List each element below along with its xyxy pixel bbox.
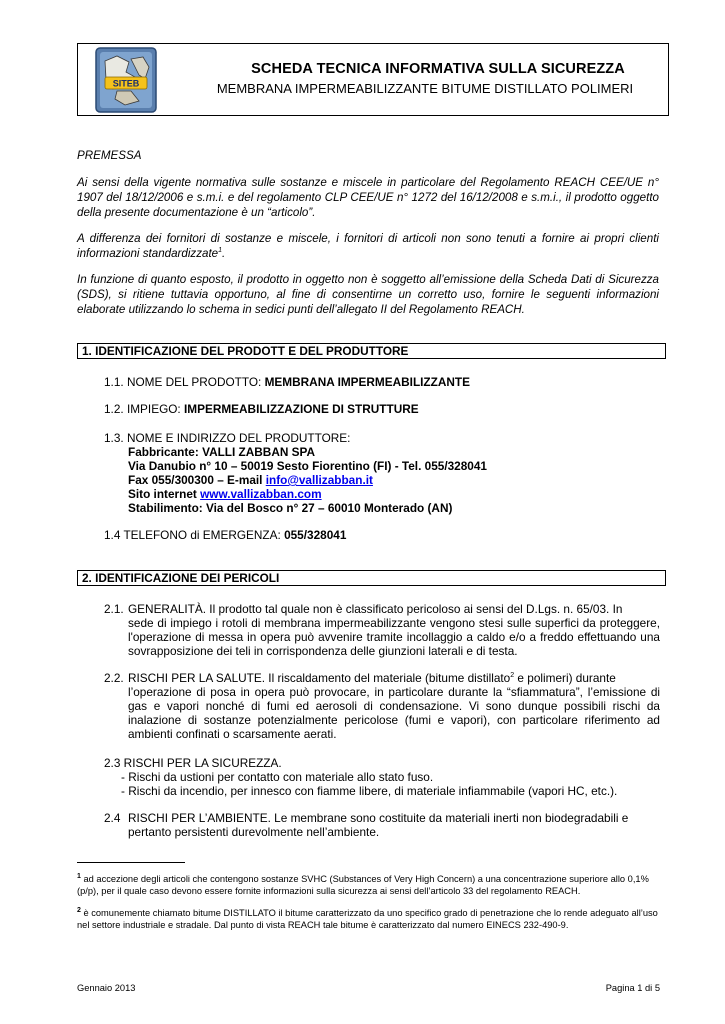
- footnote-ref-2: 2: [510, 672, 515, 680]
- product-name-line: 1.1. NOME DEL PRODOTTO: MEMBRANA IMPERMEABILIZZANTE: [104, 375, 470, 389]
- s23-item-1: - Rischi da ustioni per contatto con materiale allo stato fuso.: [121, 770, 434, 784]
- svg-text:SITEB: SITEB: [112, 78, 140, 89]
- document-subtitle: MEMBRANA IMPERMEABILIZZANTE BITUME DISTILLATO POLIMERI: [216, 81, 634, 96]
- s23-item-2: - Rischi da incendio, per innesco con fiamme libere, di materiale infiammabile (vapori HC, etc.).: [121, 784, 618, 798]
- document-header: [77, 43, 669, 116]
- premessa-paragraph-1: Ai sensi della vigente normativa sulle sostanze e miscele in particolare del Regolamento REACH CEE/UE n° 1907 del 18/12/2006 e s.m.i. e del regolamento CLP CEE/UE n° 1272 del 16/12/2008 e s.m.i., il prodotto oggetto della presente documentazione è un “articolo”.: [77, 176, 659, 219]
- footnote-1: $^1$ ad accezione degli articoli che contengono sostanze SVHC (Substances of Very High Concern) a una concentrazione superiore allo 0,1% (p/p), per il quale caso devono essere fornite informazioni sulla sicurezza ai sensi dell’articolo 33 del regolamento REACH.: [77, 872, 649, 896]
- s24-first-line: RISCHI PER L’AMBIENTE. Le membrane sono costituite da materiali inerti non biodegradabili e: [128, 811, 629, 825]
- product-name: MEMBRANA IMPERMEABILIZZANTE: [264, 375, 470, 389]
- emergency-phone-line: 1.4 TELEFONO di EMERGENZA: 055/328041: [104, 528, 347, 542]
- s24-text: pertanto persistenti durevolmente nell’ambiente.: [128, 825, 380, 839]
- footnote-separator: [77, 862, 185, 863]
- s23-title: 2.3 RISCHI PER LA SICUREZZA.: [104, 756, 282, 770]
- producer-address: Via Danubio n° 10 – 50019 Sesto Fiorentino (FI) - Tel. 055/328041: [128, 459, 487, 473]
- s22-text: l’operazione di posa in opera può provocare, in particolare durante la “sfiammatura”, l’emissione di gas e vapori nonché di fumi ed aerosoli di condensazione. Vi sono dunque possibili rischi da inalazione di sostanze potenzialmente pericolose (fumi e vapori), con particolare riferimento ad ambienti confinati o scarsamente aerati.: [128, 685, 660, 741]
- producer-fax-email: Fax 055/300300 – E-mail info@vallizabban.it: [128, 473, 373, 487]
- usage-line: 1.2. IMPIEGO: IMPERMEABILIZZAZIONE DI STRUTTURE: [104, 402, 419, 416]
- s22-first-line: RISCHI PER LA SALUTE. Il riscaldamento del materiale (bitume distillato$^2$ e polimeri) durante: [128, 671, 616, 685]
- section-1-title: 1. IDENTIFICAZIONE DEL PRODOTT E DEL PRODUTTORE: [77, 343, 666, 359]
- premessa-paragraph-3: In funzione di quanto esposto, il prodotto in oggetto non è soggetto all’emissione della Scheda Dati di Sicurezza (SDS), si ritiene tuttavia opportuno, al fine di consentirne un corretto uso, fornire le seguenti informazioni elaborate utilizzando lo schema in sedici punti dell’allegato II del Regolamento REACH.: [77, 273, 659, 316]
- s21-first-line: GENERALITÀ. Il prodotto tal quale non è classificato pericoloso ai sensi del D.Lgs. n. 65/03. In: [128, 602, 623, 616]
- s21-number: 2.1.: [104, 602, 124, 616]
- footnote-ref-1: 1: [218, 247, 223, 255]
- premessa-paragraph-2: A differenza dei fornitori di sostanze e miscele, i fornitori di articoli non sono tenuti a fornire ai propri clienti informazioni standardizzate$^1$.: [77, 232, 659, 260]
- emergency-phone: 055/328041: [284, 528, 347, 542]
- email-link[interactable]: info@vallizabban.it: [265, 473, 373, 487]
- footer-date: Gennaio 2013: [77, 983, 136, 993]
- siteb-logo-icon: [95, 47, 157, 113]
- s22-number: 2.2.: [104, 671, 124, 685]
- document-title: SCHEDA TECNICA INFORMATIVA SULLA SICUREZZA: [251, 61, 625, 77]
- producer-heading: 1.3. NOME E INDIRIZZO DEL PRODUTTORE:: [104, 431, 351, 445]
- premessa-heading: PREMESSA: [77, 149, 142, 162]
- s21-text: sede di impiego i rotoli di membrana impermeabilizzante vengono stesi sulle superfici da proteggere, l'operazione di messa in opera può avvenire tramite incollaggio a caldo e/o a freddo effettuando una sovrapposizione dei teli in corrispondenza delle giunzioni laterali e di testa.: [128, 616, 660, 658]
- s24-number: 2.4: [104, 811, 121, 825]
- usage-value: IMPERMEABILIZZAZIONE DI STRUTTURE: [183, 402, 419, 416]
- producer-company: Fabbricante: VALLI ZABBAN SPA: [128, 445, 316, 459]
- website-link[interactable]: www.vallizabban.com: [200, 487, 322, 501]
- footer-page-number: Pagina 1 di 5: [605, 983, 660, 993]
- section-2-title: 2. IDENTIFICAZIONE DEI PERICOLI: [77, 570, 666, 586]
- producer-plant: Stabilimento: Via del Bosco n° 27 – 60010 Monterado (AN): [128, 501, 453, 515]
- producer-website: Sito internet www.vallizabban.com: [128, 487, 322, 501]
- footnote-2: $^2$ è comunemente chiamato bitume DISTILLATO il bitume caratterizzato da uno specifico grado di penetrazione che lo rende adeguato all’uso nel settore industriale e stradale. Dal punto di vista REACH tale bitume è caratterizzato dal numero EINECS 232-490-9.: [77, 906, 658, 930]
